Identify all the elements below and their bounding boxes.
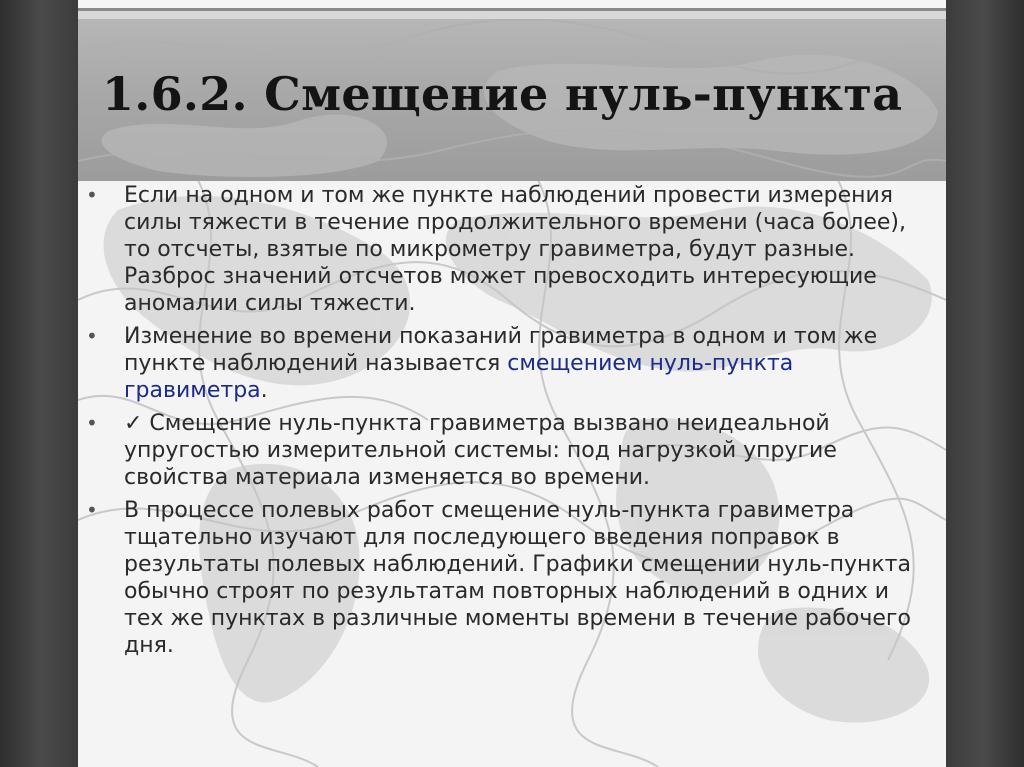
bullet-item — [78, 410, 946, 491]
bullet-text: В процессе полевых работ смещение нуль-пункта гравиметра тщательно изучают для последующего введения поправок в результаты полевых наблюдений. Графики смещении нуль-пункта обычно строят по результатам повторных наблюдений в одних и тех же пунктах в различные моменты времени в течение рабочего дня. — [124, 498, 911, 658]
bullet-text: Изменение во времени показаний гравиметра в одном и том же пункте наблюдений называется — [124, 324, 878, 376]
bullet-list — [78, 182, 946, 665]
bullet-marker: • — [86, 183, 98, 207]
bullet-marker: • — [86, 498, 98, 522]
bullet-text-end: . — [260, 378, 268, 403]
bullet-item — [78, 497, 946, 659]
bullet-marker: • — [86, 411, 98, 435]
bullet-marker: • — [86, 324, 98, 348]
slide-title: 1.6.2. Смещение нуль-пункта — [102, 67, 903, 121]
bullet-text: Если на одном и том же пункте наблюдений провести измерения силы тяжести в течение продолжительного времени (часа более), то отсчеты, взятые по микрометру гравиметра, будут разные. Разброс значений отсчетов может превосходить интересующие аномалии силы тяжести. — [124, 183, 907, 316]
slide — [78, 0, 946, 767]
bullet-text: ✓ Смещение нуль-пункта гравиметра вызвано неидеальной упругостью измерительной системы: под нагрузкой упругие свойства материала изменяется во времени. — [124, 411, 837, 490]
title-band — [78, 8, 946, 181]
slide-content — [78, 182, 946, 767]
title-band-top-line — [78, 11, 946, 19]
bullet-item — [78, 182, 946, 317]
highlighted-term: смещением нуль-пункта гравиметра — [124, 351, 794, 403]
bullet-item — [78, 323, 946, 404]
